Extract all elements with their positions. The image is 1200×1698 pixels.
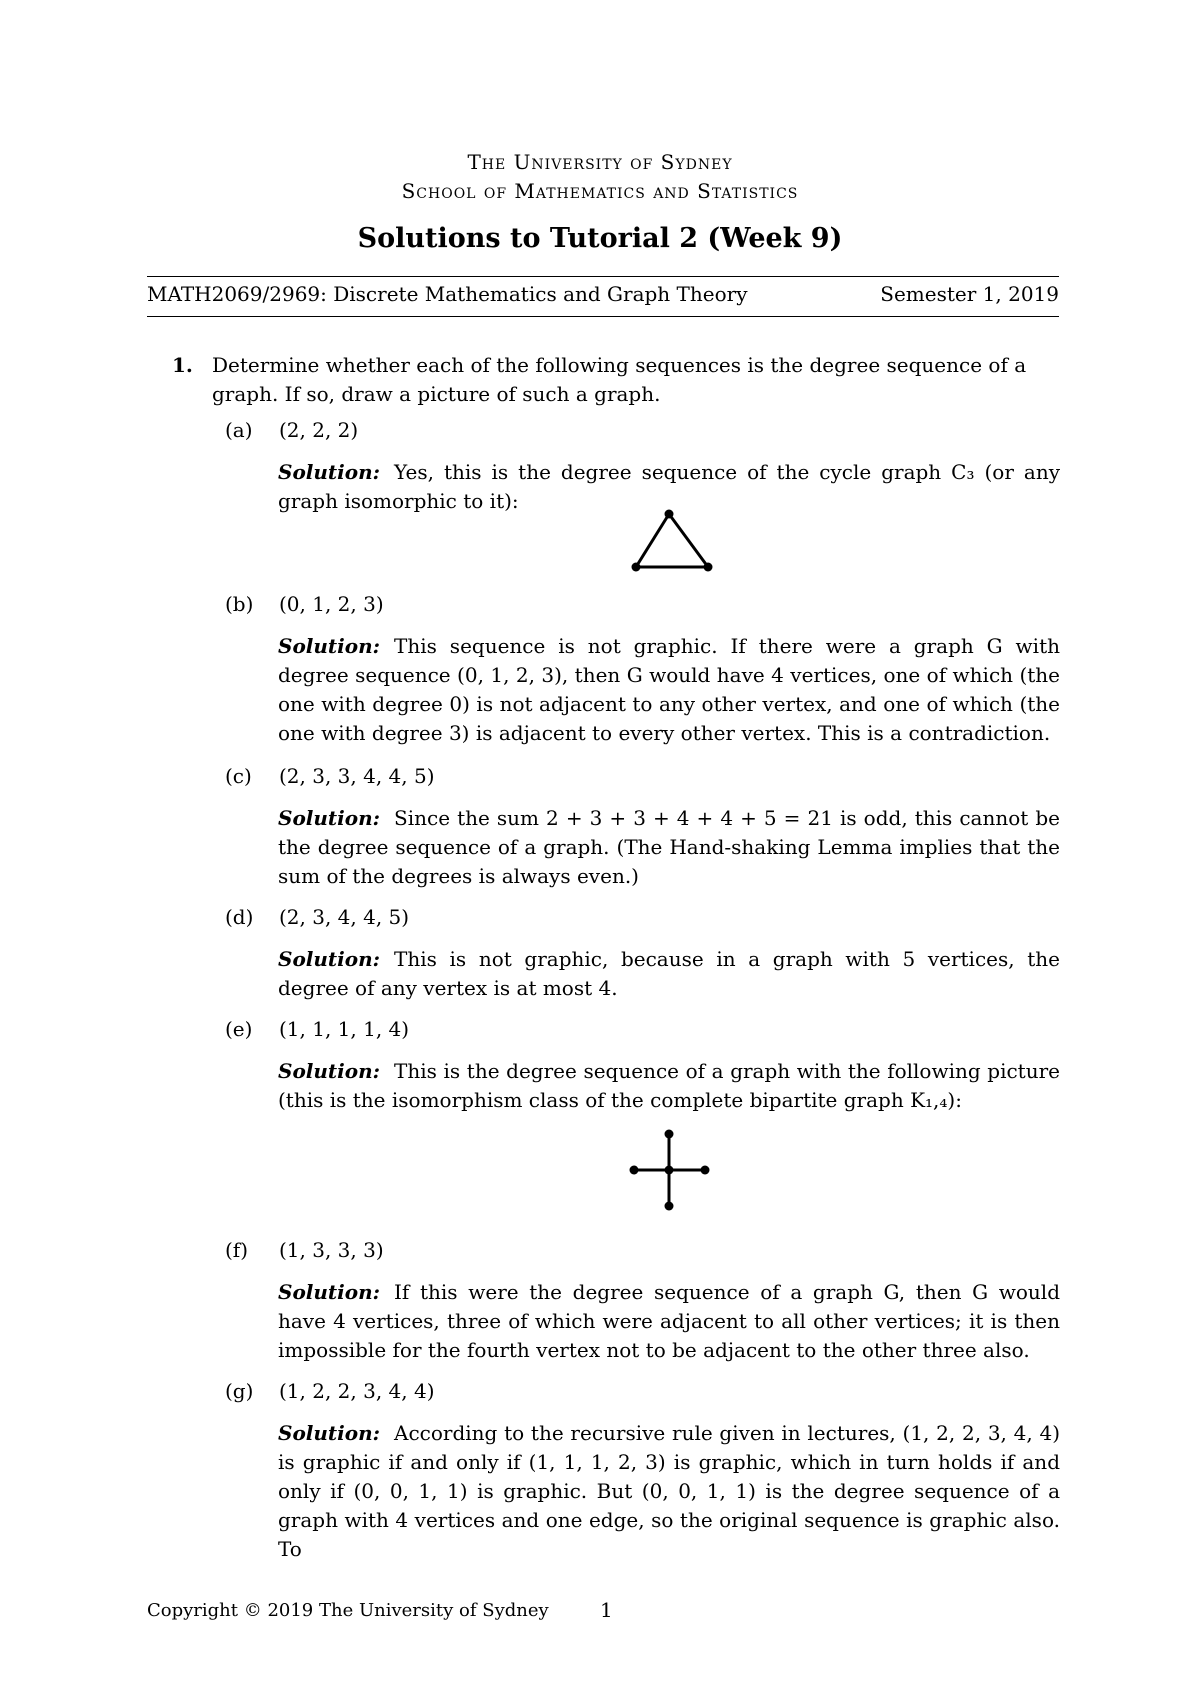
part-sequence: (2, 3, 3, 4, 4, 5): [279, 764, 435, 788]
question-number: 1.: [172, 353, 193, 377]
course-name: MATH2069/2969: Discrete Mathematics and Graph Theory: [147, 282, 748, 306]
course-row: [147, 282, 1059, 306]
part-sequence: (0, 1, 2, 3): [279, 592, 384, 616]
graph-vertex: [665, 510, 674, 519]
solution-text: Since the sum 2 + 3 + 3 + 4 + 4 + 5 = 21 is odd, this cannot be the degree sequence of a graph. (The Hand-shaking Lemma implies that the sum of the degrees is always even.): [278, 806, 1060, 888]
solution-text: Yes, this is the degree sequence of the cycle graph C₃ (or any graph isomorphic to it):: [278, 460, 1060, 513]
part-sequence: (2, 3, 4, 4, 5): [279, 905, 410, 929]
bottom-rule: [147, 316, 1059, 317]
solution-d: [278, 945, 1060, 1003]
graph-vertex: [630, 1166, 639, 1175]
solution-text: This sequence is not graphic. If there were a graph G with degree sequence (0, 1, 2, 3), then G would have 4 vertices, one of which (the one with degree 0) is not adjacent to any other vertex, and one of which (the one with degree 3) is adjacent to every other vertex. This is a contradiction.: [278, 634, 1060, 745]
solution-label: Solution:: [278, 947, 381, 971]
graph-vertex: [701, 1166, 710, 1175]
solution-text: This is the degree sequence of a graph with the following picture (this is the isomorphism class of the complete bipartite graph K₁,₄):: [278, 1059, 1060, 1112]
question-text: Determine whether each of the following sequences is the degree sequence of a graph. If so, draw a picture of such a graph.: [212, 353, 1027, 406]
page-number: 1: [600, 1598, 613, 1622]
solution-c: [278, 804, 1060, 891]
question-1: [172, 351, 1060, 409]
cycle-graph-c3: [620, 505, 720, 575]
semester: Semester 1, 2019: [880, 282, 1059, 306]
graph-vertex: [632, 563, 641, 572]
school-name: School of Mathematics and Statistics: [401, 179, 799, 203]
part-b: [225, 592, 384, 616]
part-a: [225, 418, 358, 442]
solution-label: Solution:: [278, 806, 381, 830]
part-g: [225, 1379, 435, 1403]
part-label: (g): [225, 1379, 254, 1403]
part-sequence: (1, 1, 1, 1, 4): [279, 1017, 410, 1041]
solution-e: [278, 1057, 1060, 1115]
graph-vertex: [665, 1202, 674, 1211]
solution-label: Solution:: [278, 1059, 381, 1083]
solution-text: If this were the degree sequence of a graph G, then G would have 4 vertices, three of which were adjacent to all other vertices; it is then impossible for the fourth vertex not to be adjacent to the other three also.: [278, 1280, 1060, 1362]
part-sequence: (2, 2, 2): [279, 418, 359, 442]
solution-f: [278, 1278, 1060, 1365]
copyright-footer: Copyright © 2019 The University of Sydney: [147, 1600, 549, 1621]
part-c: [225, 764, 435, 788]
part-f: [225, 1238, 384, 1262]
solution-text: According to the recursive rule given in lectures, (1, 2, 2, 3, 4, 4) is graphic if and only if (1, 1, 1, 2, 3) is graphic, which in turn holds if and only if (0, 0, 1, 1) is graphic. But (0, 0, 1, 1) is the degree sequence of a graph with 4 vertices and one edge, so the original sequence is graphic also. To: [278, 1421, 1060, 1561]
solution-text: This is not graphic, because in a graph with 5 vertices, the degree of any vertex is at most 4.: [278, 947, 1060, 1000]
page-title: Solutions to Tutorial 2 (Week 9): [357, 223, 843, 254]
part-sequence: (1, 2, 2, 3, 4, 4): [279, 1379, 435, 1403]
top-rule: [147, 276, 1059, 277]
part-label: (c): [225, 764, 252, 788]
solution-label: Solution:: [278, 1280, 381, 1304]
part-e: [225, 1017, 409, 1041]
solution-label: Solution:: [278, 634, 381, 658]
star-graph-k14: [620, 1125, 720, 1215]
solution-g: [278, 1419, 1060, 1564]
graph-vertex: [704, 563, 713, 572]
part-d: [225, 905, 409, 929]
part-label: (a): [225, 418, 253, 442]
part-sequence: (1, 3, 3, 3): [279, 1238, 384, 1262]
part-label: (e): [225, 1017, 253, 1041]
part-label: (f): [225, 1238, 249, 1262]
part-label: (d): [225, 905, 254, 929]
solution-b: [278, 632, 1060, 748]
graph-vertex: [665, 1130, 674, 1139]
part-label: (b): [225, 592, 254, 616]
solution-label: Solution:: [278, 1421, 381, 1445]
university-name: The University of Sydney: [467, 150, 733, 174]
graph-vertex: [665, 1166, 674, 1175]
solution-label: Solution:: [278, 460, 381, 484]
